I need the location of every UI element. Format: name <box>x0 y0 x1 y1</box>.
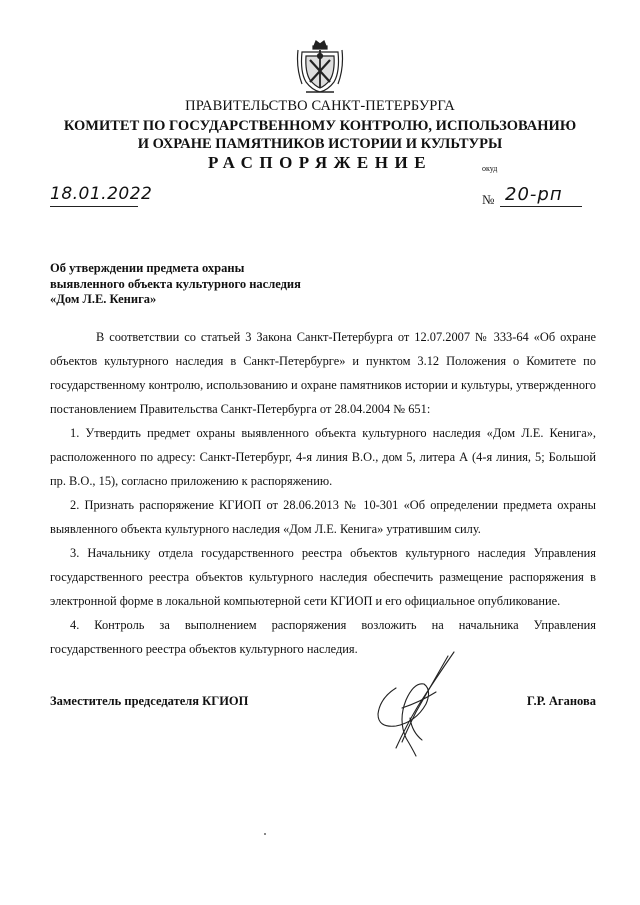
document-number: 20-рп <box>505 184 563 205</box>
order-item-3: 3. Начальнику отдела государственного реестра объектов культурного наследия Управления государственного реестра объектов культурного наследия обеспечить размещение распоряжения в электронной форме в локальной компьютерной сети КГИОП и его официальное опубликование. <box>50 546 596 608</box>
committee-title-line-2: И ОХРАНЕ ПАМЯТНИКОВ ИСТОРИИ И КУЛЬТУРЫ <box>137 136 503 152</box>
committee-title-line-1: КОМИТЕТ ПО ГОСУДАРСТВЕННОМУ КОНТРОЛЮ, ИСПОЛЬЗОВАНИЮ <box>63 118 577 134</box>
document-date: 18.01.2022 <box>50 184 153 204</box>
order-item-1: 1. Утвердить предмет охраны выявленного объекта культурного наследия «Дом Л.Е. Кенига», расположенного по адресу: Санкт-Петербург, 4-я линия В.О., дом 5, литера А (4-я линия, 5; Большой пр. В.О., 15), согласно приложению к распоряжению. <box>50 426 596 488</box>
okud-label: окуд <box>482 164 498 173</box>
preamble-paragraph: В соответствии со статьей 3 Закона Санкт-Петербурга от 12.07.2007 № 333-64 «Об охране объектов культурного наследия в Санкт-Петербурге» и пунктом 3.12 Положения о Комитете по государственному контролю, использованию и охране памятников истории и культуры, утвержденного постановлением Правительства Санкт-Петербурга от 28.04.2004 № 651: <box>50 330 596 416</box>
signature-image <box>366 648 466 760</box>
document-subject <box>50 261 301 308</box>
date-underline <box>50 206 138 207</box>
signer-position: Заместитель председателя КГИОП <box>50 694 249 708</box>
order-item-2: 2. Признать распоряжение КГИОП от 28.06.2013 № 10-301 «Об определении предмета охраны выявленного объекта культурного наследия «Дом Л.Е. Кенига» утратившим силу. <box>50 498 596 536</box>
order-item-4: 4. Контроль за выполнением распоряжения возложить на начальника Управления государственного реестра объектов культурного наследия. <box>50 618 596 656</box>
subject-line-3: «Дом Л.Е. Кенига» <box>50 292 157 306</box>
subject-line-1: Об утверждении предмета охраны <box>50 261 245 275</box>
document-body <box>50 325 596 661</box>
government-title: ПРАВИТЕЛЬСТВО САНКТ-ПЕТЕРБУРГА <box>185 98 455 114</box>
signer-name: Г.Р. Аганова <box>526 694 596 708</box>
coat-of-arms-icon <box>296 38 344 96</box>
committee-title <box>0 117 640 153</box>
scan-speck <box>264 833 266 835</box>
subject-line-2: выявленного объекта культурного наследия <box>50 276 301 291</box>
document-type: РАСПОРЯЖЕНИЕ <box>207 153 433 172</box>
number-label: № <box>482 192 495 207</box>
number-underline <box>500 206 582 207</box>
